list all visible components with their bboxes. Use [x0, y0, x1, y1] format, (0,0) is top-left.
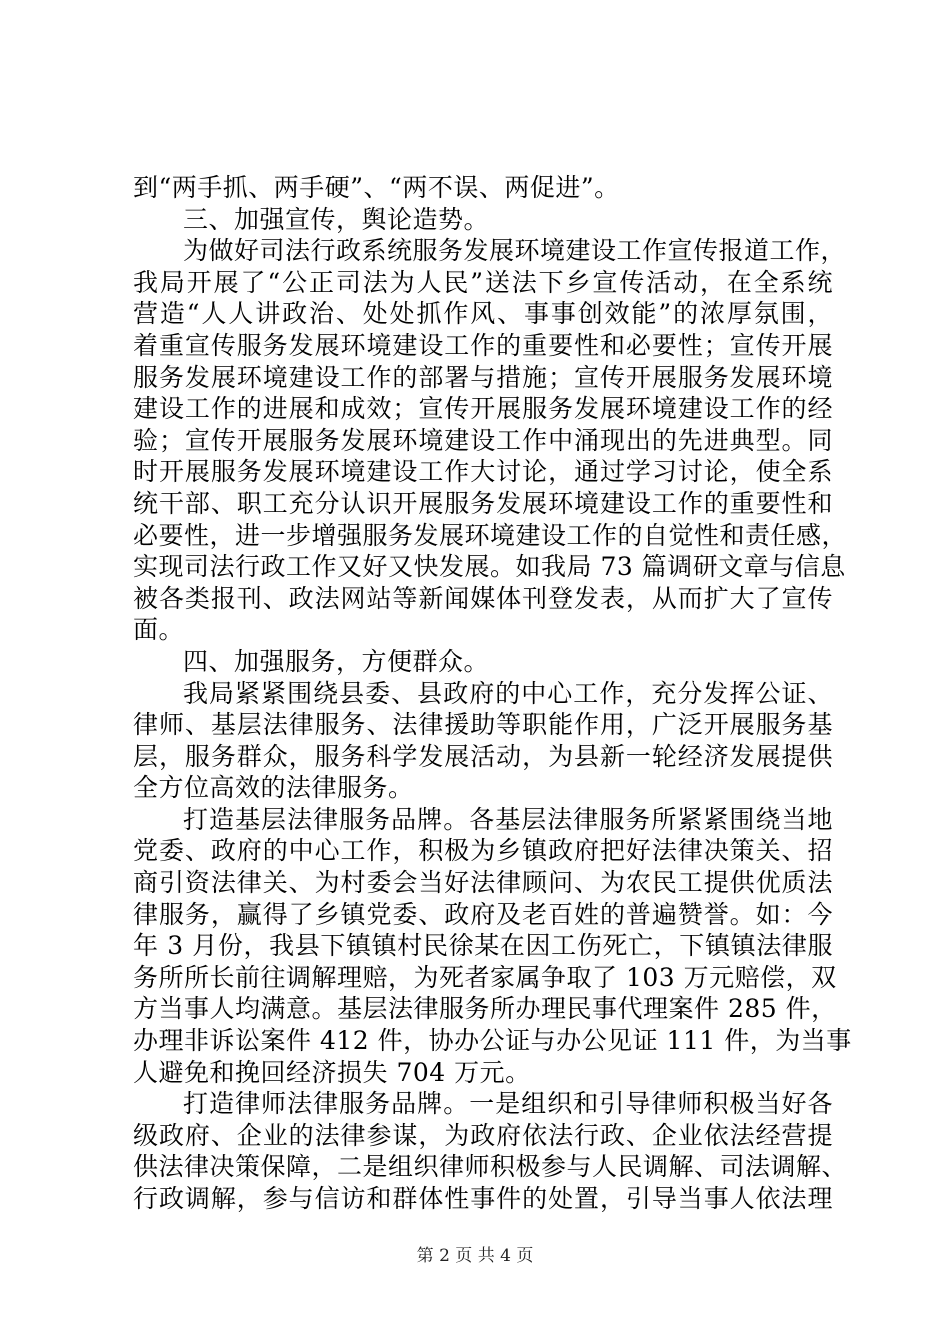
text-line: 营造“人人讲政治、处处抓作风、事事创效能”的浓厚氛围，	[133, 299, 833, 329]
text-line: 人避免和挽回经济损失 704 万元。	[133, 1057, 531, 1087]
text-line: 我局紧紧围绕县委、县政府的中心工作，充分发挥公证、	[183, 678, 833, 708]
text-line: 我局开展了“公正司法为人民”送法下乡宣传活动，在全系统	[133, 267, 833, 297]
text-line: 实现司法行政工作又好又快发展。如我局 73 篇调研文章与信息	[133, 552, 846, 582]
text-line: 供法律决策保障，二是组织律师积极参与人民调解、司法调解、	[133, 1152, 848, 1182]
text-line: 三、加强宣传，舆论造势。	[183, 204, 490, 234]
text-line: 级政府、企业的法律参谋，为政府依法行政、企业依法经营提	[133, 1120, 833, 1150]
text-line: 验；宣传开展服务发展环境建设工作中涌现出的先进典型。同	[133, 425, 833, 455]
text-line: 党委、政府的中心工作，积极为乡镇政府把好法律决策关、招	[133, 836, 833, 866]
text-line: 被各类报刊、政法网站等新闻媒体刊登发表，从而扩大了宣传	[133, 583, 833, 613]
text-line: 统干部、职工充分认识开展服务发展环境建设工作的重要性和	[133, 488, 833, 518]
text-line: 商引资法律关、为村委会当好法律顾问、为农民工提供优质法	[133, 868, 833, 898]
text-line: 到“两手抓、两手硬”、“两不误、两促进”。	[133, 173, 620, 202]
text-line: 打造律师法律服务品牌。一是组织和引导律师积极当好各	[183, 1089, 833, 1119]
text-line: 着重宣传服务发展环境建设工作的重要性和必要性；宣传开展	[133, 330, 833, 360]
page-footer: 第 2 页 共 4 页	[416, 1246, 534, 1266]
text-line: 行政调解，参与信访和群体性事件的处置，引导当事人依法理	[133, 1184, 833, 1213]
text-line: 全方位高效的法律服务。	[133, 773, 414, 803]
text-line: 律服务，赢得了乡镇党委、政府及老百姓的普遍赞誉。如：今	[133, 899, 833, 929]
text-line: 务所所长前往调解理赔，为死者家属争取了 103 万元赔偿，双	[133, 962, 837, 992]
text-line: 为做好司法行政系统服务发展环境建设工作宣传报道工作，	[183, 236, 847, 266]
text-line: 面。	[133, 615, 185, 645]
document-body	[133, 172, 852, 1215]
text-line: 服务发展环境建设工作的部署与措施；宣传开展服务发展环境	[133, 362, 833, 392]
text-line: 时开展服务发展环境建设工作大讨论，通过学习讨论，使全系	[133, 457, 833, 487]
text-line: 方当事人均满意。基层法律服务所办理民事代理案件 285 件，	[133, 994, 837, 1024]
text-line: 层，服务群众，服务科学发展活动，为县新一轮经济发展提供	[133, 741, 833, 771]
text-line: 建设工作的进展和成效；宣传开展服务发展环境建设工作的经	[133, 394, 833, 424]
text-line: 打造基层法律服务品牌。各基层法律服务所紧紧围绕当地	[183, 804, 833, 834]
text-line: 办理非诉讼案件 412 件，协办公证与办公见证 111 件，为当事	[133, 1026, 852, 1056]
text-line: 律师、基层法律服务、法律援助等职能作用，广泛开展服务基	[133, 710, 833, 740]
text-line: 四、加强服务，方便群众。	[183, 646, 490, 676]
text-line: 年 3 月份，我县下镇镇村民徐某在因工伤死亡，下镇镇法律服	[133, 931, 833, 961]
text-line: 必要性，进一步增强服务发展环境建设工作的自觉性和责任感，	[133, 520, 848, 550]
